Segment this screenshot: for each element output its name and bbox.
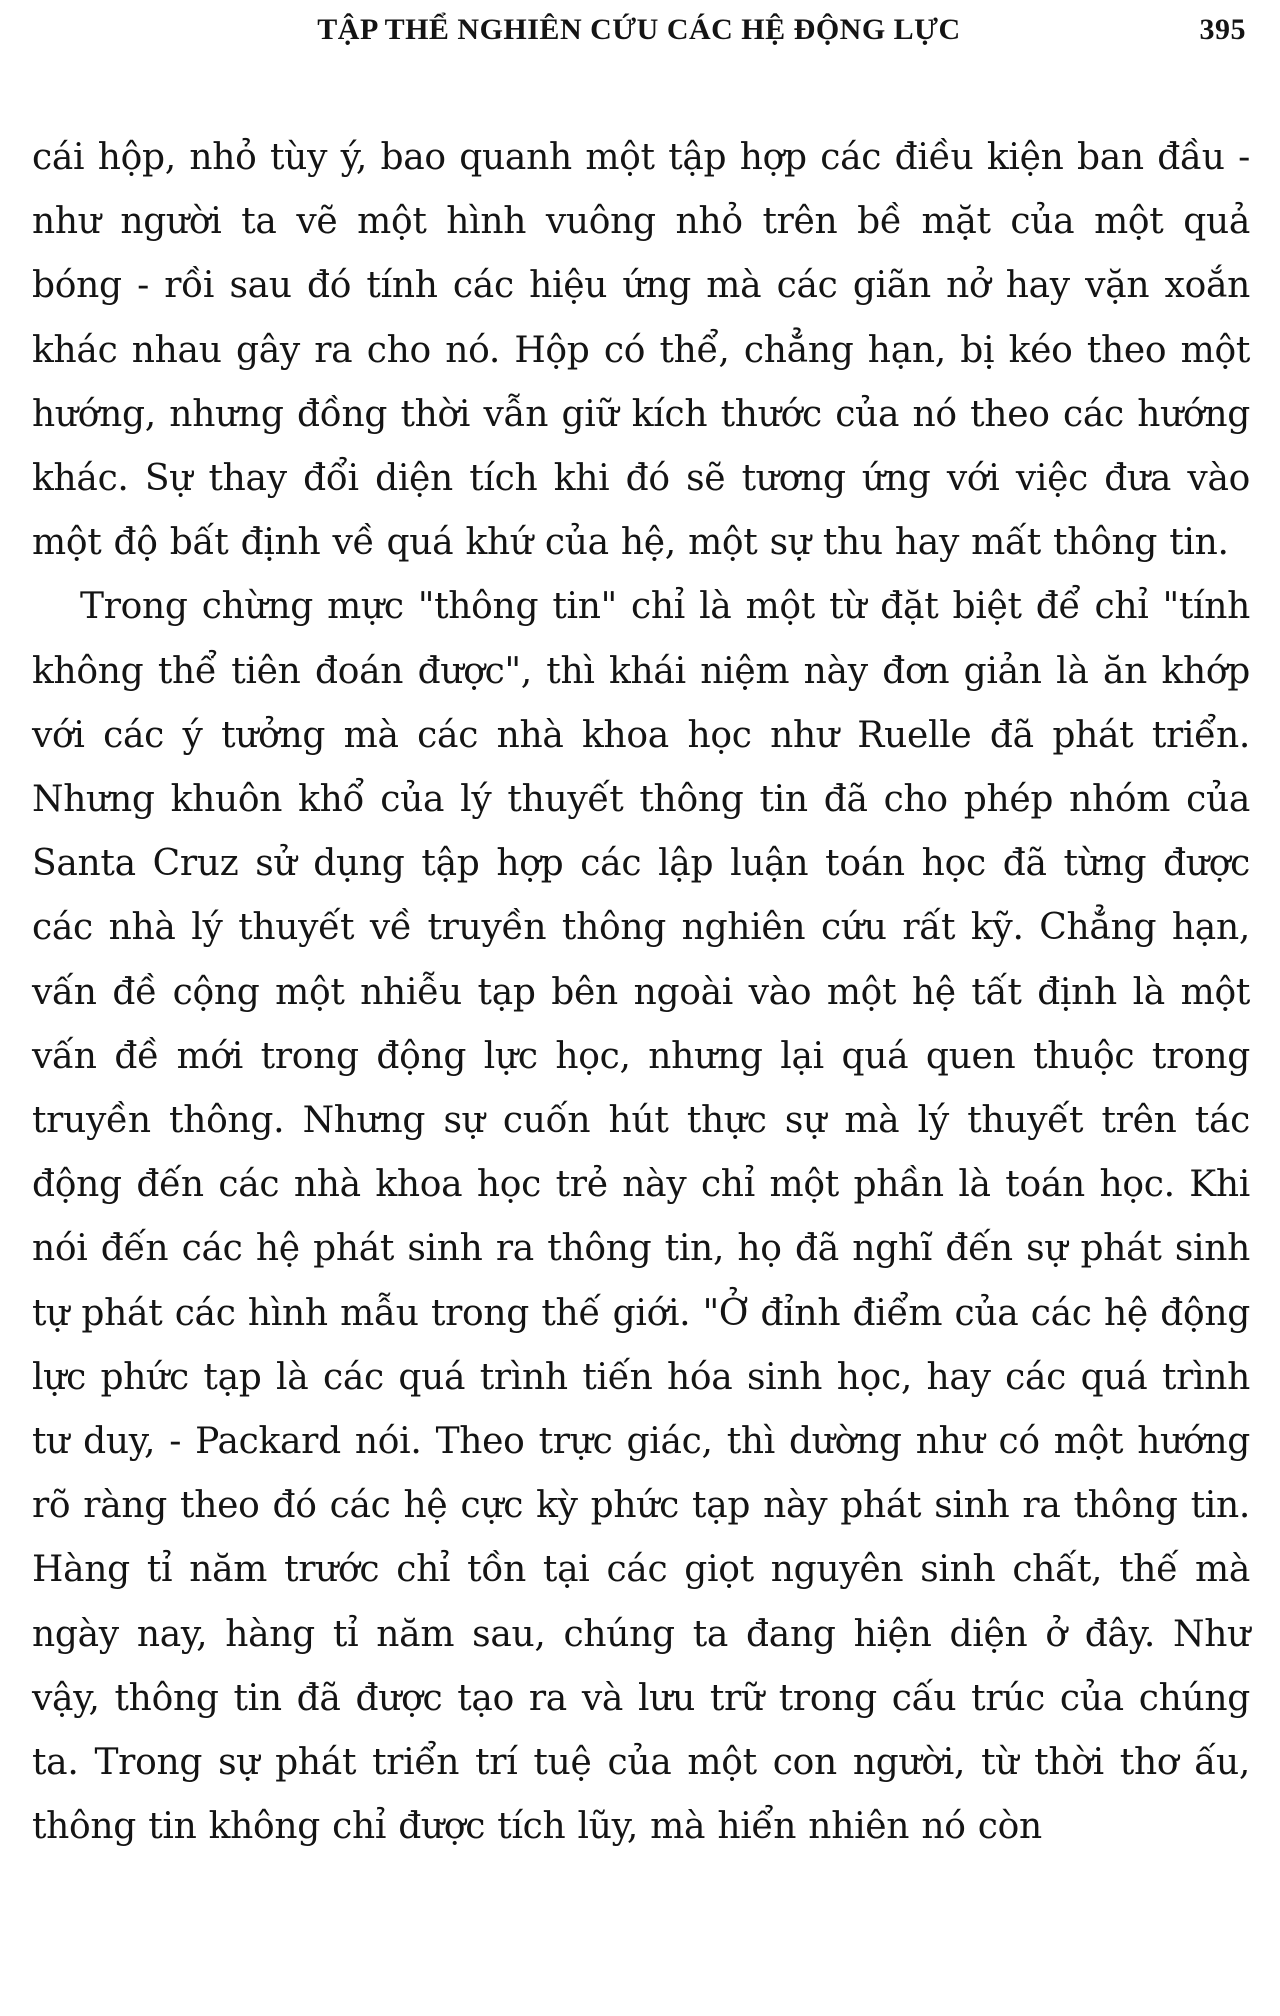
chapter-title: TẬP THỂ NGHIÊN CỨU CÁC HỆ ĐỘNG LỰC — [317, 13, 961, 46]
running-header — [32, 8, 1246, 52]
paragraph-continued: cái hộp, nhỏ tùy ý, bao quanh một tập hợp các điều kiện ban đầu - như người ta vẽ một hình vuông nhỏ trên bề mặt của một quả bóng - rồi sau đó tính các hiệu ứng mà các giãn nở hay vặn xoắn khác nhau gây ra cho nó. Hộp có thể, chẳng hạn, bị kéo theo một hướng, nhưng đồng thời vẫn giữ kích thước của nó theo các hướng khác. Sự thay đổi diện tích khi đó sẽ tương ứng với việc đưa vào một độ bất định về quá khứ của hệ, một sự thu hay mất thông tin. — [32, 137, 1250, 564]
page-number: 395 — [1199, 13, 1246, 46]
paragraph: Trong chừng mực "thông tin" chỉ là một từ đặt biệt để chỉ "tính không thể tiên đoán được", thì khái niệm này đơn giản là ăn khớp với các ý tưởng mà các nhà khoa học như Ruelle đã phát triển. Nhưng khuôn khổ của lý thuyết thông tin đã cho phép nhóm của Santa Cruz sử dụng tập hợp các lập luận toán học đã từng được các nhà lý thuyết về truyền thông nghiên cứu rất kỹ. Chẳng hạn, vấn đề cộng một nhiễu tạp bên ngoài vào một hệ tất định là một vấn đề mới trong động lực học, nhưng lại quá quen thuộc trong truyền thông. Nhưng sự cuốn hút thực sự mà lý thuyết trên tác động đến các nhà khoa học trẻ này chỉ một phần là toán học. Khi nói đến các hệ phát sinh ra thông tin, họ đã nghĩ đến sự phát sinh tự phát các hình mẫu trong thế giới. "Ở đỉnh điểm của các hệ động lực phức tạp là các quá trình tiến hóa sinh học, hay các quá trình tư duy, - Packard nói. Theo trực giác, thì dường như có một hướng rõ ràng theo đó các hệ cực kỳ phức tạp này phát sinh ra thông tin. Hàng tỉ năm trước chỉ tồn tại các giọt nguyên sinh chất, thế mà ngày nay, hàng tỉ năm sau, chúng ta đang hiện diện ở đây. Như vậy, thông tin đã được tạo ra và lưu trữ trong cấu trúc của chúng ta. Trong sự phát triển trí tuệ của một con người, từ thời thơ ấu, thông tin không chỉ được tích lũy, mà hiển nhiên nó còn — [32, 586, 1250, 1848]
body-text — [32, 126, 1250, 1859]
